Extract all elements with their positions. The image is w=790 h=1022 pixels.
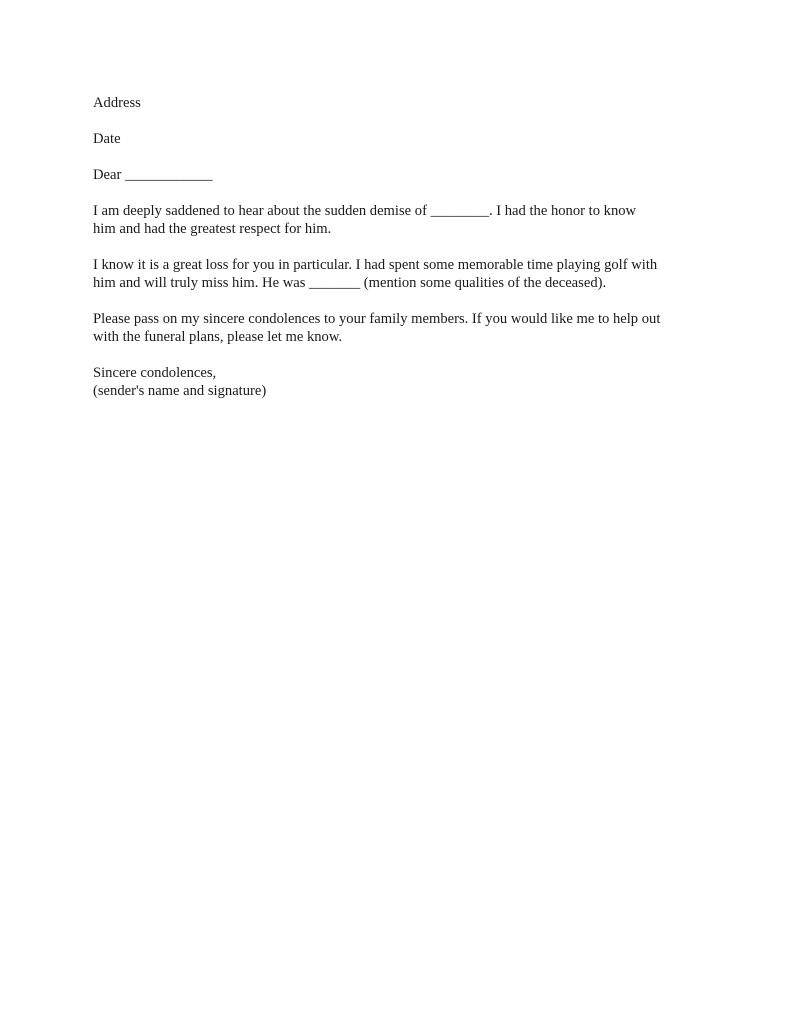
address-text: Address [93, 95, 141, 111]
paragraph-2-line-2: him and will truly miss him. He was _______ (mention some qualities of the deceased). [93, 275, 607, 291]
closing-block [93, 364, 713, 400]
paragraph-3-line-1: Please pass on my sincere condolences to your family members. If you would like me to help out [93, 311, 661, 327]
paragraph-3 [93, 310, 713, 346]
paragraph-1-line-1: I am deeply saddened to hear about the sudden demise of ________. I had the honor to know [93, 203, 637, 219]
salutation-line [93, 166, 713, 184]
address-line [93, 94, 713, 112]
spacer [93, 292, 713, 310]
date-line [93, 130, 713, 148]
closing-text: Sincere condolences, [93, 365, 217, 381]
spacer [93, 238, 713, 256]
spacer [93, 184, 713, 202]
spacer [93, 148, 713, 166]
signature-placeholder: (sender's name and signature) [93, 383, 267, 399]
paragraph-1-line-2: him and had the greatest respect for him. [93, 221, 332, 237]
condolence-letter [93, 94, 713, 400]
salutation-text: Dear ____________ [93, 167, 213, 183]
spacer [93, 346, 713, 364]
paragraph-3-line-2: with the funeral plans, please let me know. [93, 329, 343, 345]
spacer [93, 112, 713, 130]
paragraph-2-line-1: I know it is a great loss for you in particular. I had spent some memorable time playing golf with [93, 257, 658, 273]
paragraph-2 [93, 256, 713, 292]
date-text: Date [93, 131, 121, 147]
paragraph-1 [93, 202, 713, 238]
